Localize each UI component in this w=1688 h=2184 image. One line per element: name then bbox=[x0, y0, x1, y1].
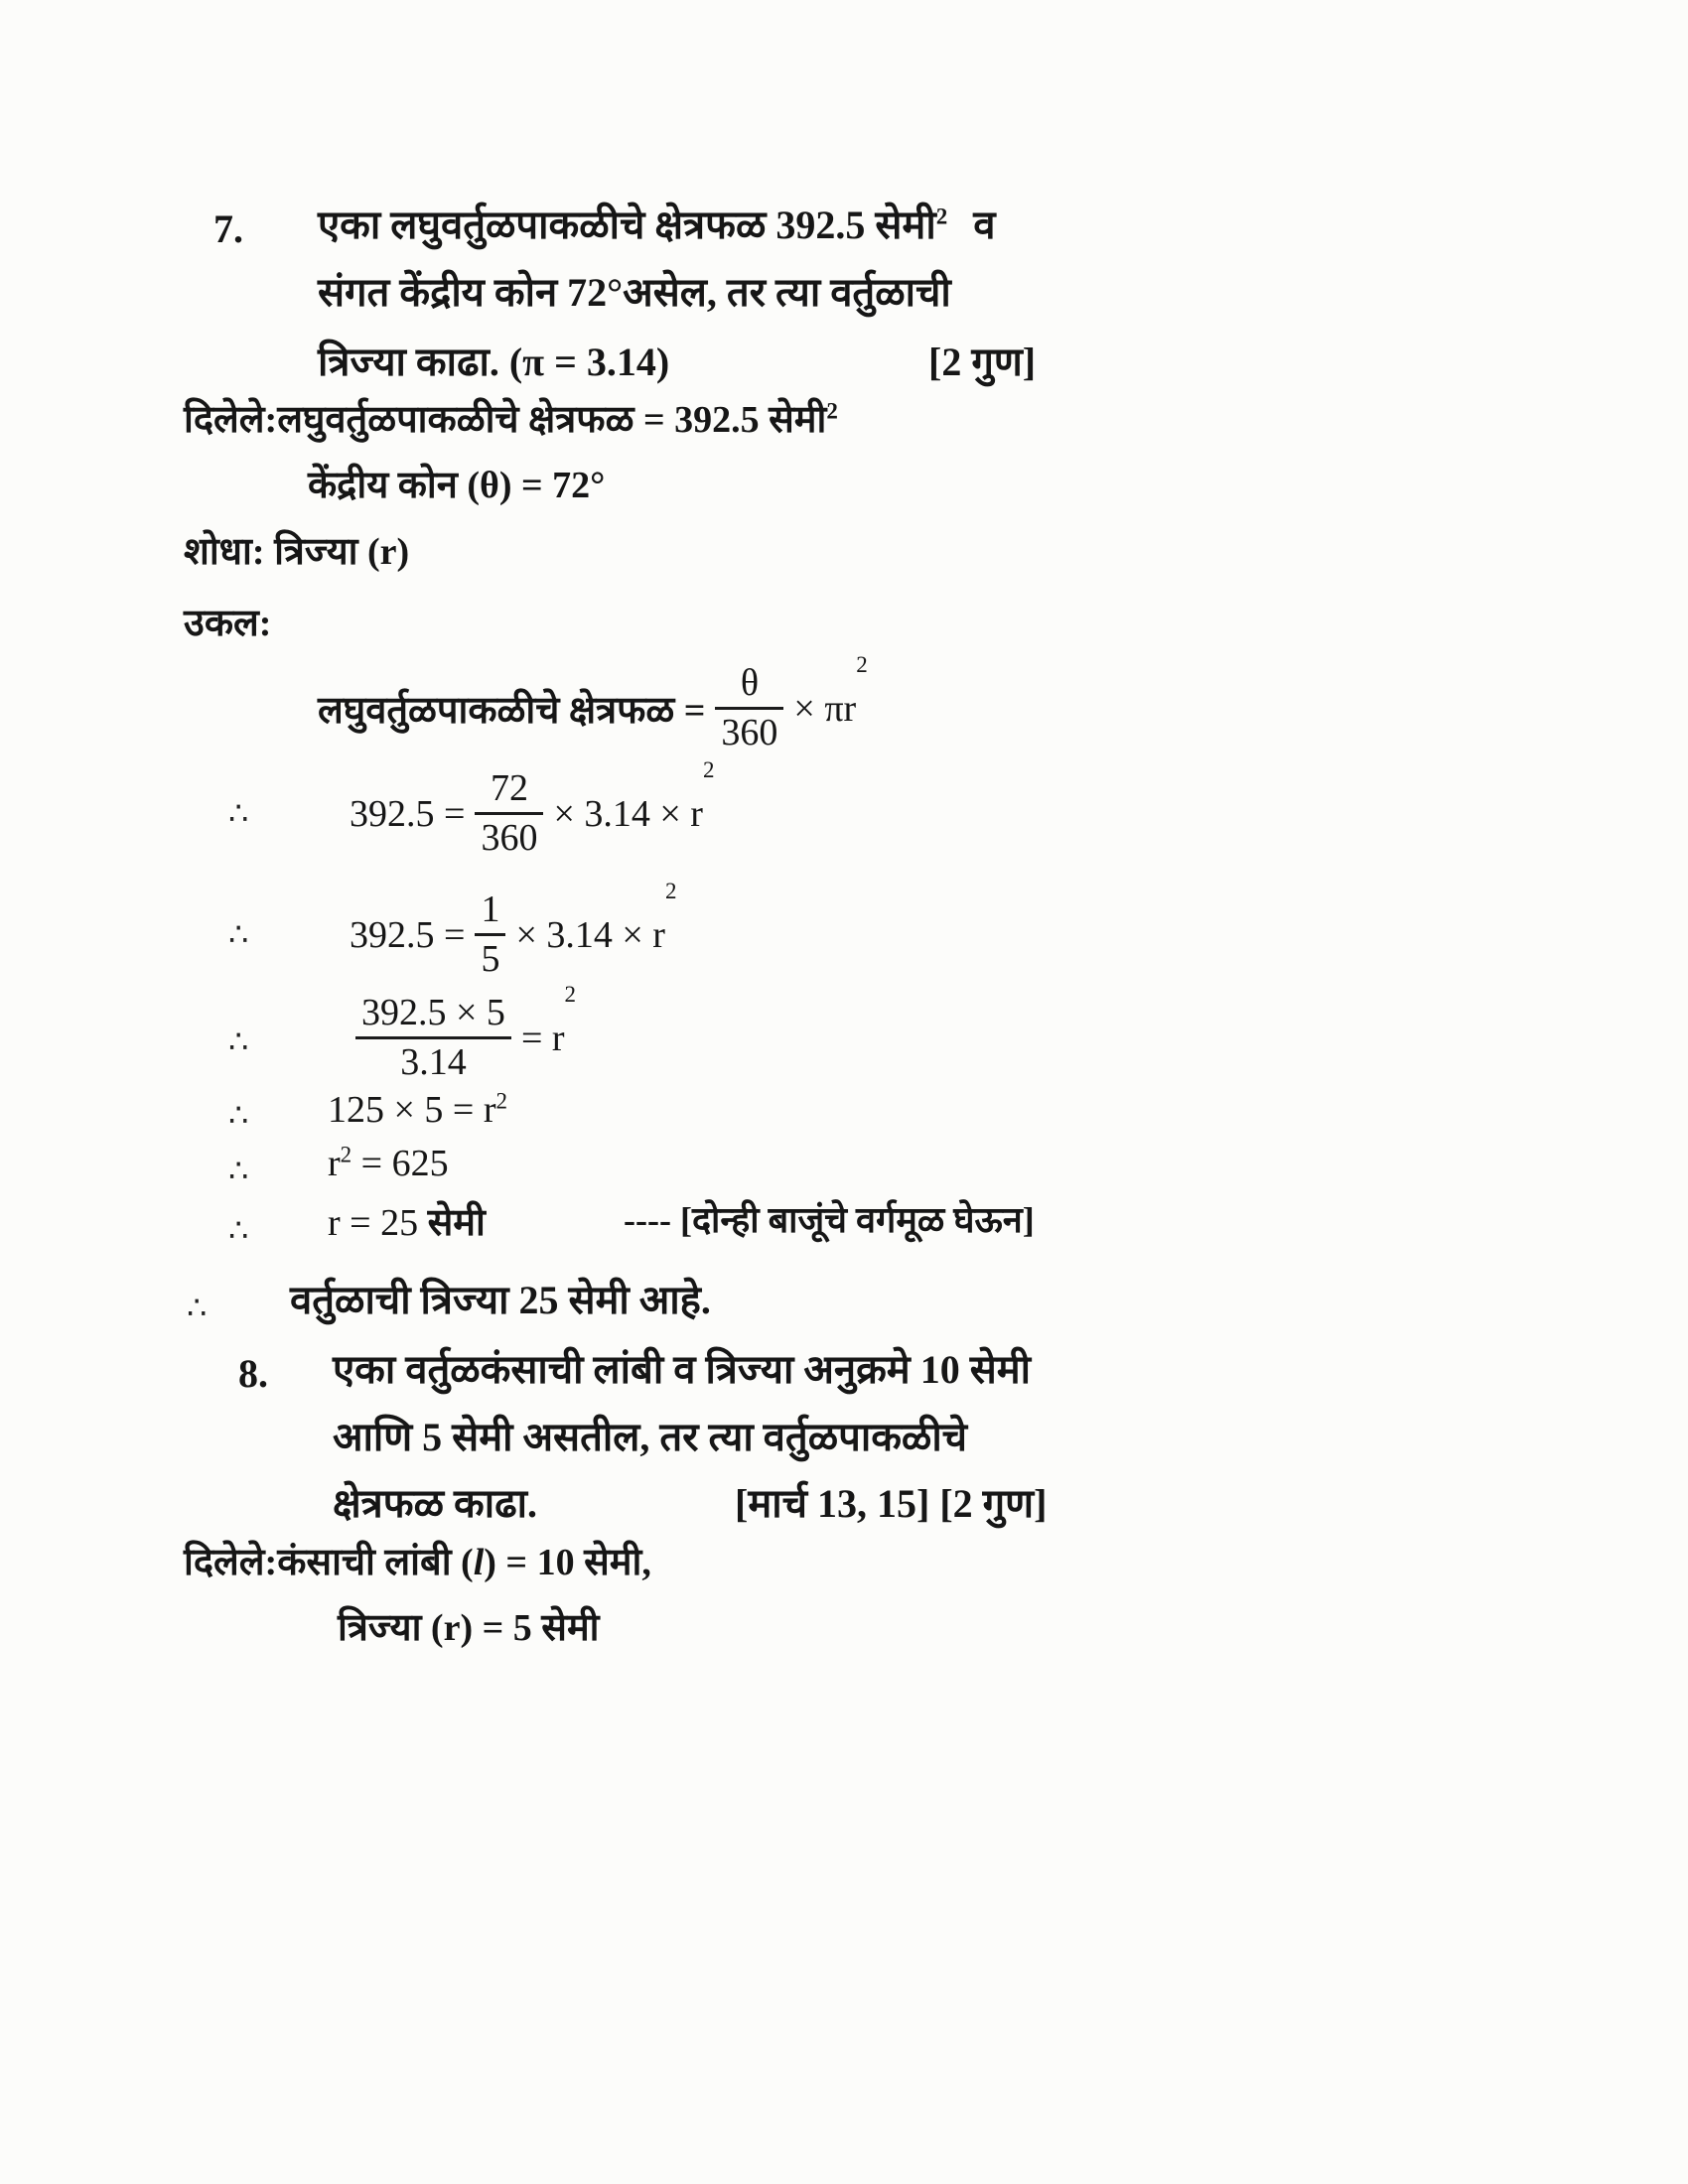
q7-given1-text: लघुवर्तुळपाकळीचे क्षेत्रफळ = 392.5 सेमी bbox=[277, 399, 827, 441]
q7-given-line1 bbox=[184, 398, 838, 443]
q7-given1-superscript: 2 bbox=[826, 398, 838, 424]
q8-given-label: दिलेले: bbox=[184, 1542, 278, 1583]
fraction-denominator: 5 bbox=[475, 933, 505, 980]
q7-step5-base: r bbox=[328, 1143, 341, 1184]
q7-step1-line: 392.5 = $\frac{72}{360}$ × 3.14 × r 2 bbox=[350, 757, 715, 860]
q7-step5-superscript: 2 bbox=[340, 1142, 352, 1167]
fraction-72-over-360 bbox=[475, 768, 543, 859]
therefore-symbol: ∴ bbox=[228, 795, 251, 831]
q7-find-line bbox=[184, 530, 409, 575]
fraction-1-over-5 bbox=[475, 889, 505, 980]
q7-formula-lhs: लघुवर्तुळपाकळीचे क्षेत्रफळ = bbox=[318, 689, 706, 732]
q7-step6-math: r = 25 bbox=[328, 1202, 428, 1244]
q7-step1-lhs: 392.5 = bbox=[350, 792, 466, 835]
q7-statement-line3: त्रिज्या काढा. (π = 3.14) bbox=[318, 340, 670, 384]
q7-step1-rhs: × 3.14 × r bbox=[553, 792, 703, 835]
q7-step3-rhs: = r bbox=[520, 1017, 565, 1059]
q7-formula-line: लघुवर्तुळपाकळीचे क्षेत्रफळ = $\frac{\theta}{360}$ × πr 2 bbox=[318, 652, 868, 754]
q8-statement-line3: क्षेत्रफळ काढा. bbox=[333, 1481, 537, 1526]
fraction-theta-over-360 bbox=[715, 663, 783, 753]
q7-step4-text: 125 × 5 = r bbox=[328, 1089, 496, 1131]
q8-number: 8. bbox=[238, 1351, 268, 1396]
q7-marks-badge: [2 गुण] bbox=[928, 340, 1037, 384]
fraction-denominator: 360 bbox=[475, 812, 543, 859]
therefore-symbol: ∴ bbox=[187, 1290, 210, 1325]
fraction-numerator: 1 bbox=[481, 888, 500, 930]
q8-statement-line1: एका वर्तुळकंसाची लांबी व त्रिज्या अनुक्रमे 10 सेमी bbox=[333, 1347, 1032, 1392]
fraction-denominator: 3.14 bbox=[355, 1036, 511, 1083]
therefore-symbol: ∴ bbox=[228, 1097, 251, 1133]
q8-refs-badge: [मार्च 13, 15] [2 गुण] bbox=[735, 1481, 1048, 1526]
fraction-numerator: θ bbox=[740, 662, 760, 704]
fraction-numerator: 72 bbox=[490, 767, 528, 809]
q7-step6-note: ---- [दोन्ही बाजूंचे वर्गमूळ घेऊन] bbox=[624, 1200, 1035, 1240]
q7-statement-line1-superscript: 2 bbox=[935, 204, 948, 229]
q8-statement-line2: आणि 5 सेमी असतील, तर त्या वर्तुळपाकळीचे bbox=[333, 1415, 968, 1459]
q7-step5-rest: = 625 bbox=[352, 1143, 449, 1184]
therefore-symbol: ∴ bbox=[228, 1153, 251, 1188]
q7-step2-rhs: × 3.14 × r bbox=[515, 913, 665, 956]
q7-statement-line1-text: एका लघुवर्तुळपाकळीचे क्षेत्रफळ 392.5 सेमी bbox=[318, 203, 936, 247]
q7-find-label: शोधा: bbox=[184, 531, 265, 573]
fraction-denominator: 360 bbox=[715, 707, 783, 753]
q7-statement-line1 bbox=[318, 202, 995, 248]
q7-solution-label: उकल: bbox=[184, 603, 272, 644]
fraction-numerator: 392.5 × 5 bbox=[361, 992, 505, 1033]
q7-step2-line: 392.5 = $\frac{1}{5}$ × 3.14 × r 2 bbox=[350, 879, 677, 981]
q7-find-value: त्रिज्या (r) bbox=[274, 531, 410, 573]
q7-given-label: दिलेले: bbox=[184, 399, 278, 441]
q7-step6-line bbox=[328, 1201, 486, 1246]
q7-step4-line bbox=[328, 1088, 507, 1133]
q7-statement-line2: संगत केंद्रीय कोन 72°असेल, तर त्या वर्तुळाची bbox=[318, 270, 951, 315]
therefore-symbol: ∴ bbox=[228, 1024, 251, 1059]
q7-step6-unit: सेमी bbox=[427, 1202, 486, 1244]
therefore-symbol: ∴ bbox=[228, 916, 251, 952]
q8-given-line1 bbox=[184, 1541, 651, 1585]
q7-step4-superscript: 2 bbox=[495, 1088, 508, 1114]
fraction-392-5-times-5-over-3-14 bbox=[355, 993, 511, 1083]
q8-given-line2: त्रिज्या (r) = 5 सेमी bbox=[338, 1607, 600, 1649]
q8-given1-post: ) = 10 सेमी, bbox=[484, 1542, 651, 1583]
q8-given1-pre: कंसाची लांबी ( bbox=[277, 1542, 474, 1583]
q7-step2-lhs: 392.5 = bbox=[350, 913, 466, 956]
therefore-symbol: ∴ bbox=[228, 1212, 251, 1248]
q7-formula-mult: × πr bbox=[793, 687, 857, 730]
q7-step5-line bbox=[328, 1142, 449, 1186]
q7-conclusion: वर्तुळाची त्रिज्या 25 सेमी आहे. bbox=[290, 1278, 711, 1322]
q7-step3-line: $\frac{392.5 \times 5}{3.14}$ = r 2 bbox=[346, 993, 576, 1083]
q7-statement-line1-tail: व bbox=[973, 203, 996, 247]
q7-given-line2: केंद्रीय कोन (θ) = 72° bbox=[308, 465, 606, 506]
q7-number: 7. bbox=[213, 206, 243, 251]
q8-given1-variable: l bbox=[473, 1542, 485, 1583]
